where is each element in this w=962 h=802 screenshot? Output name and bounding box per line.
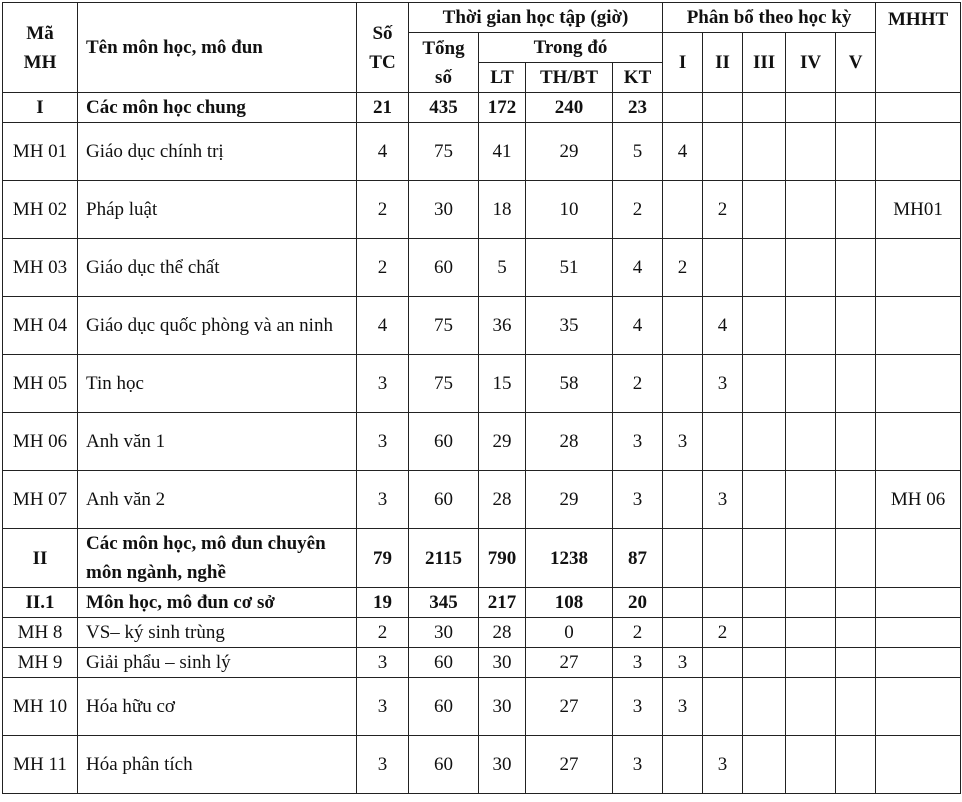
table-row [3, 529, 961, 588]
header-prereq: MHHT [876, 3, 961, 93]
table-row [3, 678, 961, 736]
table-row [3, 648, 961, 678]
row-sem5 [836, 588, 876, 618]
row-sem2 [703, 93, 743, 123]
row-thbt: 10 [526, 181, 613, 239]
header-sem4: IV [786, 33, 836, 93]
table-row [3, 297, 961, 355]
row-sem5 [836, 123, 876, 181]
row-kt: 4 [613, 239, 663, 297]
row-sem3 [743, 123, 786, 181]
row-sem4 [786, 678, 836, 736]
row-prereq [876, 297, 961, 355]
table-header [3, 3, 961, 93]
row-sem5 [836, 618, 876, 648]
row-thbt: 29 [526, 123, 613, 181]
header-lt: LT [479, 63, 526, 93]
row-prereq [876, 413, 961, 471]
row-lt: 18 [479, 181, 526, 239]
row-prereq [876, 736, 961, 794]
row-prereq [876, 678, 961, 736]
row-kt: 87 [613, 529, 663, 588]
row-thbt: 35 [526, 297, 613, 355]
table-body [3, 93, 961, 794]
row-lt: 172 [479, 93, 526, 123]
row-thbt: 240 [526, 93, 613, 123]
row-credits: 19 [357, 588, 409, 618]
row-sem4 [786, 93, 836, 123]
row-code: II [3, 529, 78, 588]
row-total: 345 [409, 588, 479, 618]
row-code: MH 01 [3, 123, 78, 181]
row-code: MH 9 [3, 648, 78, 678]
row-sem4 [786, 618, 836, 648]
row-lt: 15 [479, 355, 526, 413]
row-kt: 3 [613, 471, 663, 529]
row-sem3 [743, 736, 786, 794]
row-name: Các môn học, mô đun chuyên môn ngành, nghề [78, 529, 357, 588]
row-total: 60 [409, 471, 479, 529]
row-credits: 3 [357, 413, 409, 471]
row-credits: 3 [357, 355, 409, 413]
row-kt: 23 [613, 93, 663, 123]
row-kt: 4 [613, 297, 663, 355]
row-sem5 [836, 648, 876, 678]
row-lt: 30 [479, 678, 526, 736]
row-sem4 [786, 181, 836, 239]
row-code: MH 11 [3, 736, 78, 794]
row-code: II.1 [3, 588, 78, 618]
row-sem2 [703, 123, 743, 181]
row-sem5 [836, 736, 876, 794]
row-kt: 2 [613, 618, 663, 648]
row-credits: 3 [357, 678, 409, 736]
row-credits: 2 [357, 618, 409, 648]
row-sem5 [836, 239, 876, 297]
row-sem3 [743, 529, 786, 588]
row-credits: 21 [357, 93, 409, 123]
row-sem1: 3 [663, 678, 703, 736]
row-credits: 2 [357, 239, 409, 297]
row-thbt: 51 [526, 239, 613, 297]
row-sem2: 2 [703, 181, 743, 239]
row-sem5 [836, 678, 876, 736]
row-code: I [3, 93, 78, 123]
row-name: Hóa hữu cơ [78, 678, 357, 736]
row-thbt: 27 [526, 648, 613, 678]
row-thbt: 27 [526, 678, 613, 736]
row-thbt: 58 [526, 355, 613, 413]
row-credits: 4 [357, 123, 409, 181]
row-kt: 3 [613, 678, 663, 736]
row-name: Môn học, mô đun cơ sở [78, 588, 357, 618]
table-row [3, 355, 961, 413]
row-code: MH 02 [3, 181, 78, 239]
row-lt: 36 [479, 297, 526, 355]
row-code: MH 05 [3, 355, 78, 413]
row-lt: 217 [479, 588, 526, 618]
row-total: 75 [409, 355, 479, 413]
row-sem1 [663, 181, 703, 239]
table-row [3, 181, 961, 239]
row-sem2 [703, 678, 743, 736]
row-total: 60 [409, 678, 479, 736]
row-sem4 [786, 648, 836, 678]
header-time-group: Thời gian học tập (giờ) [409, 3, 663, 33]
row-lt: 30 [479, 736, 526, 794]
row-sem3 [743, 618, 786, 648]
header-sem5: V [836, 33, 876, 93]
header-total: Tổng số [409, 33, 479, 93]
row-kt: 2 [613, 355, 663, 413]
header-name: Tên môn học, mô đun [78, 3, 357, 93]
row-sem1 [663, 736, 703, 794]
table-row [3, 618, 961, 648]
header-sem2: II [703, 33, 743, 93]
row-sem1 [663, 529, 703, 588]
row-prereq [876, 529, 961, 588]
row-name: Giáo dục quốc phòng và an ninh [78, 297, 357, 355]
row-name: Tin học [78, 355, 357, 413]
row-sem5 [836, 471, 876, 529]
row-sem4 [786, 355, 836, 413]
row-lt: 30 [479, 648, 526, 678]
row-total: 30 [409, 181, 479, 239]
row-name: Các môn học chung [78, 93, 357, 123]
curriculum-table [2, 2, 961, 794]
row-lt: 29 [479, 413, 526, 471]
row-lt: 28 [479, 618, 526, 648]
row-lt: 41 [479, 123, 526, 181]
row-kt: 2 [613, 181, 663, 239]
header-thbt: TH/BT [526, 63, 613, 93]
table-row [3, 239, 961, 297]
row-total: 60 [409, 413, 479, 471]
row-sem1 [663, 355, 703, 413]
header-code: Mã MH [3, 3, 78, 93]
row-thbt: 28 [526, 413, 613, 471]
table-row [3, 123, 961, 181]
row-credits: 3 [357, 736, 409, 794]
row-name: Giáo dục chính trị [78, 123, 357, 181]
row-total: 75 [409, 123, 479, 181]
row-name: Anh văn 1 [78, 413, 357, 471]
row-sem4 [786, 239, 836, 297]
row-sem4 [786, 413, 836, 471]
row-credits: 2 [357, 181, 409, 239]
row-code: MH 8 [3, 618, 78, 648]
row-sem5 [836, 413, 876, 471]
row-sem1 [663, 618, 703, 648]
row-name: Pháp luật [78, 181, 357, 239]
row-sem2: 3 [703, 355, 743, 413]
row-prereq [876, 618, 961, 648]
row-total: 60 [409, 736, 479, 794]
row-sem4 [786, 123, 836, 181]
row-sem3 [743, 588, 786, 618]
row-sem3 [743, 471, 786, 529]
row-sem1 [663, 93, 703, 123]
row-lt: 5 [479, 239, 526, 297]
row-sem3 [743, 297, 786, 355]
row-thbt: 0 [526, 618, 613, 648]
table-row [3, 471, 961, 529]
row-code: MH 07 [3, 471, 78, 529]
row-sem1: 4 [663, 123, 703, 181]
header-credits: Số TC [357, 3, 409, 93]
row-sem2: 3 [703, 736, 743, 794]
row-thbt: 1238 [526, 529, 613, 588]
row-kt: 20 [613, 588, 663, 618]
row-total: 435 [409, 93, 479, 123]
table-row [3, 93, 961, 123]
row-credits: 3 [357, 648, 409, 678]
row-name: Giải phẩu – sinh lý [78, 648, 357, 678]
row-sem4 [786, 471, 836, 529]
row-prereq [876, 588, 961, 618]
row-thbt: 27 [526, 736, 613, 794]
row-sem3 [743, 355, 786, 413]
row-credits: 79 [357, 529, 409, 588]
row-sem3 [743, 181, 786, 239]
header-of-which: Trong đó [479, 33, 663, 63]
row-code: MH 04 [3, 297, 78, 355]
row-total: 30 [409, 618, 479, 648]
row-name: Giáo dục thể chất [78, 239, 357, 297]
row-thbt: 29 [526, 471, 613, 529]
table-row [3, 588, 961, 618]
row-prereq [876, 93, 961, 123]
header-semester-group: Phân bổ theo học kỳ [663, 3, 876, 33]
row-code: MH 03 [3, 239, 78, 297]
table-row [3, 736, 961, 794]
header-sem3: III [743, 33, 786, 93]
row-total: 75 [409, 297, 479, 355]
row-sem2 [703, 529, 743, 588]
row-thbt: 108 [526, 588, 613, 618]
row-kt: 3 [613, 413, 663, 471]
row-sem3 [743, 93, 786, 123]
row-prereq [876, 648, 961, 678]
row-credits: 4 [357, 297, 409, 355]
row-sem4 [786, 588, 836, 618]
row-sem3 [743, 678, 786, 736]
row-prereq: MH01 [876, 181, 961, 239]
row-sem1 [663, 588, 703, 618]
row-prereq [876, 239, 961, 297]
row-credits: 3 [357, 471, 409, 529]
row-name: Anh văn 2 [78, 471, 357, 529]
row-sem3 [743, 648, 786, 678]
row-sem1: 3 [663, 413, 703, 471]
row-sem2 [703, 648, 743, 678]
row-code: MH 10 [3, 678, 78, 736]
row-total: 60 [409, 648, 479, 678]
row-sem4 [786, 529, 836, 588]
row-lt: 790 [479, 529, 526, 588]
row-sem2: 2 [703, 618, 743, 648]
row-prereq [876, 123, 961, 181]
row-name: Hóa phân tích [78, 736, 357, 794]
row-sem2 [703, 588, 743, 618]
row-sem5 [836, 355, 876, 413]
row-sem5 [836, 297, 876, 355]
row-prereq [876, 355, 961, 413]
row-sem3 [743, 413, 786, 471]
header-sem1: I [663, 33, 703, 93]
row-sem1: 3 [663, 648, 703, 678]
row-sem1 [663, 297, 703, 355]
row-sem5 [836, 93, 876, 123]
row-sem4 [786, 736, 836, 794]
row-sem2: 4 [703, 297, 743, 355]
table-row [3, 413, 961, 471]
row-sem2 [703, 413, 743, 471]
row-lt: 28 [479, 471, 526, 529]
row-sem1: 2 [663, 239, 703, 297]
row-sem4 [786, 297, 836, 355]
row-sem5 [836, 181, 876, 239]
row-kt: 5 [613, 123, 663, 181]
row-kt: 3 [613, 648, 663, 678]
row-sem3 [743, 239, 786, 297]
header-kt: KT [613, 63, 663, 93]
row-sem1 [663, 471, 703, 529]
row-sem2: 3 [703, 471, 743, 529]
row-name: VS– ký sinh trùng [78, 618, 357, 648]
row-total: 60 [409, 239, 479, 297]
row-code: MH 06 [3, 413, 78, 471]
row-sem2 [703, 239, 743, 297]
row-prereq: MH 06 [876, 471, 961, 529]
row-sem5 [836, 529, 876, 588]
row-total: 2115 [409, 529, 479, 588]
row-kt: 3 [613, 736, 663, 794]
